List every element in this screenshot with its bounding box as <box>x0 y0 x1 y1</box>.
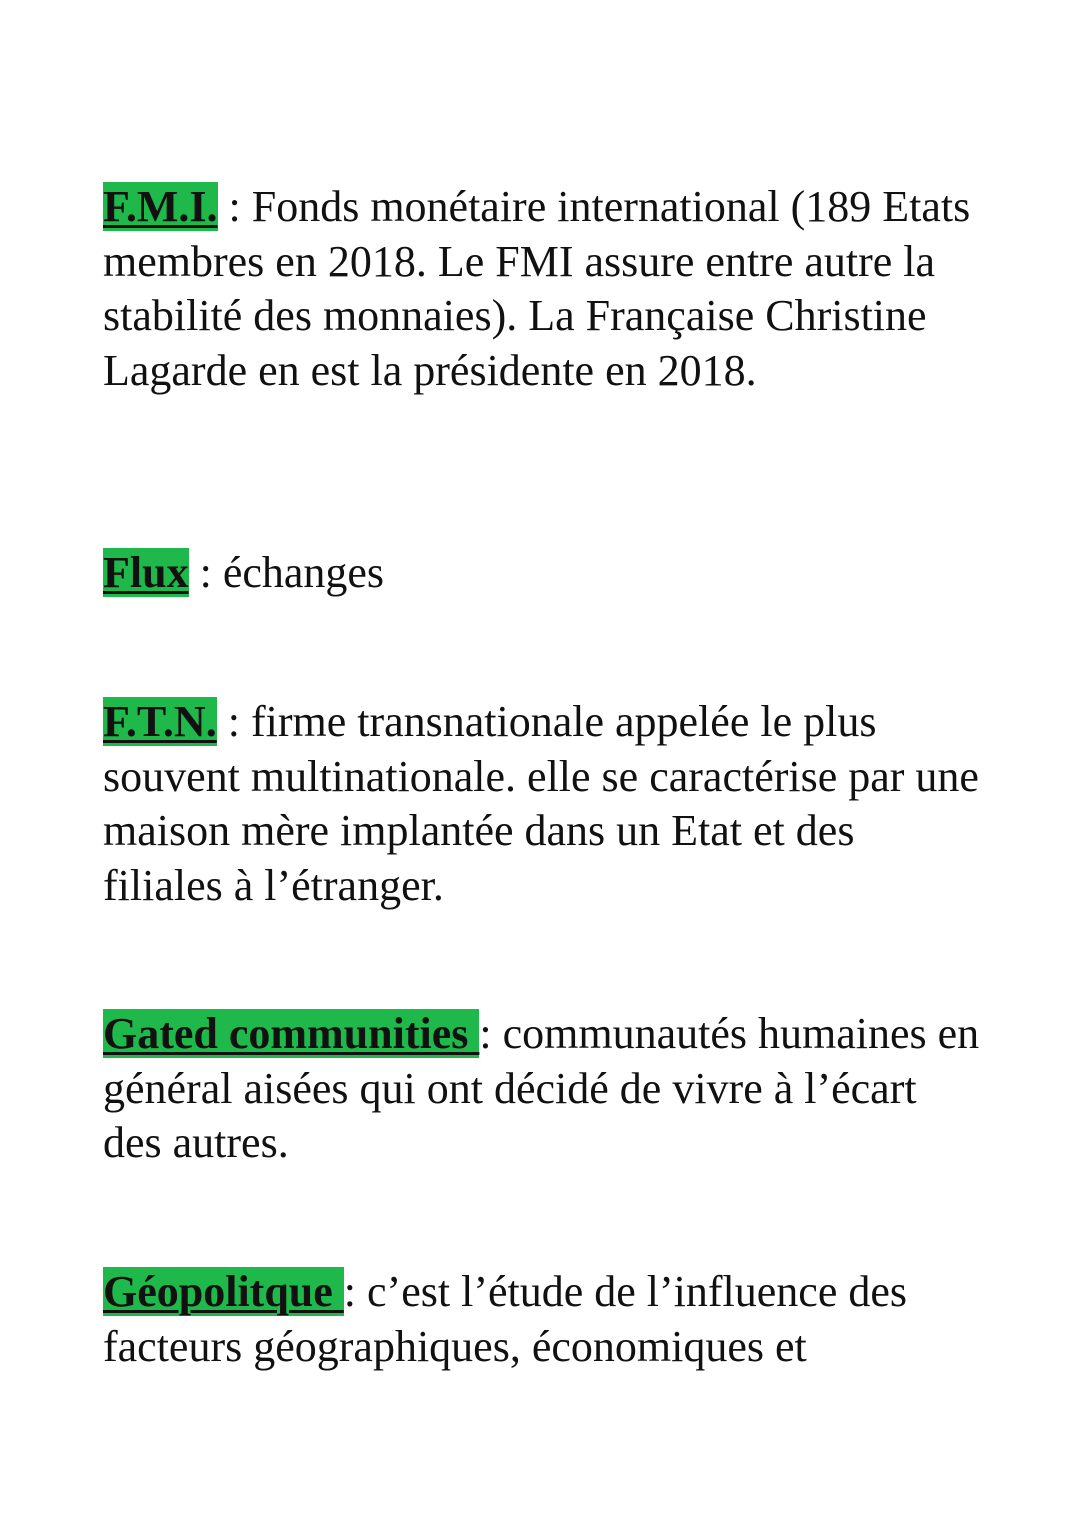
term-separator: : <box>343 1267 368 1316</box>
glossary-definition: Fonds monétaire international (189 Etats membres en 2018. Le FMI assure entre autre la stabilité des monnaies). La Française Christine Lagarde en est la présidente en 2018. <box>103 182 971 395</box>
glossary-definition: communautés humaines en général aisées qui ont décidé de vivre à l’écart des autres. <box>103 1009 980 1167</box>
term-separator: : <box>479 1009 503 1058</box>
glossary-entry-ftn <box>103 695 983 913</box>
glossary-definition: c’est l’étude de l’influence des facteurs géographiques, économiques et <box>103 1267 907 1371</box>
term-separator: : <box>216 697 251 746</box>
glossary-term: Gated communities <box>103 1009 480 1058</box>
glossary-term: Géopolitque <box>103 1267 344 1316</box>
glossary-definition: firme transnationale appelée le plus souvent multinationale. elle se caractérise par une maison mère implantée dans un Etat et des filiales à l’étranger. <box>103 697 979 910</box>
glossary-entry-flux <box>103 546 983 601</box>
term-separator: : <box>188 548 223 597</box>
glossary-term: F.T.N. <box>103 697 217 746</box>
glossary-term: Flux <box>103 548 189 597</box>
glossary-definition: échanges <box>222 548 385 597</box>
glossary-entry-geopolitique <box>103 1265 983 1374</box>
glossary-term: F.M.I. <box>103 182 218 231</box>
glossary-entry-gated-communities <box>103 1007 983 1171</box>
term-separator: : <box>217 182 252 231</box>
glossary-entry-fmi <box>103 180 983 398</box>
